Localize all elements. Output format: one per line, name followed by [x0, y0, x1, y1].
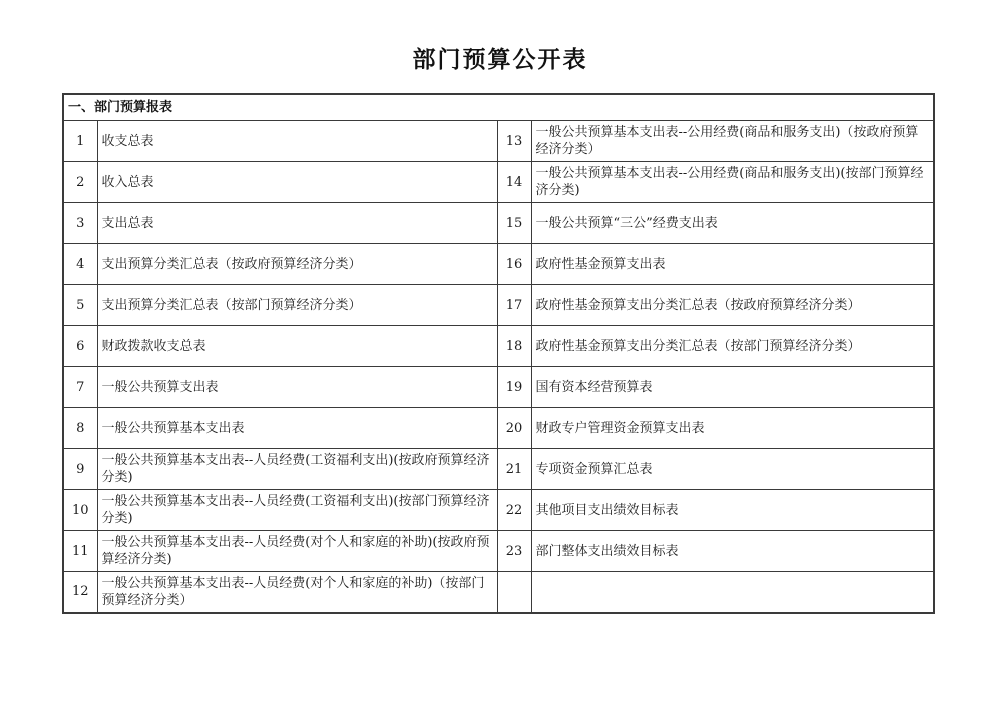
report-title-right: 财政专户管理资金预算支出表 [531, 408, 934, 449]
row-index-right [497, 572, 531, 613]
row-index-right: 23 [497, 531, 531, 572]
report-title-left: 收支总表 [97, 121, 497, 162]
report-title-right: 部门整体支出绩效目标表 [531, 531, 934, 572]
report-title-left: 支出预算分类汇总表（按部门预算经济分类） [97, 285, 497, 326]
row-index-left: 9 [63, 449, 97, 490]
table-row [63, 449, 934, 490]
report-title-right: 一般公共预算基本支出表--公用经费(商品和服务支出)(按部门预算经济分类) [531, 162, 934, 203]
report-title-left: 财政拨款收支总表 [97, 326, 497, 367]
row-index-left: 6 [63, 326, 97, 367]
table-row [63, 203, 934, 244]
report-title-left: 支出总表 [97, 203, 497, 244]
report-title-right: 国有资本经营预算表 [531, 367, 934, 408]
row-index-left: 11 [63, 531, 97, 572]
row-index-right: 21 [497, 449, 531, 490]
row-index-right: 16 [497, 244, 531, 285]
table-row [63, 572, 934, 613]
page-title: 部门预算公开表 [412, 46, 588, 73]
report-title-right: 一般公共预算基本支出表--公用经费(商品和服务支出)（按政府预算经济分类） [531, 121, 934, 162]
row-index-left: 2 [63, 162, 97, 203]
report-title-left: 一般公共预算基本支出表--人员经费(对个人和家庭的补助)（按部门预算经济分类） [97, 572, 497, 613]
table-row [63, 285, 934, 326]
report-title-left: 一般公共预算基本支出表--人员经费(对个人和家庭的补助)(按政府预算经济分类) [97, 531, 497, 572]
row-index-right: 22 [497, 490, 531, 531]
row-index-left: 4 [63, 244, 97, 285]
row-index-right: 14 [497, 162, 531, 203]
row-index-left: 8 [63, 408, 97, 449]
report-title-left: 一般公共预算基本支出表--人员经费(工资福利支出)(按部门预算经济分类) [97, 490, 497, 531]
row-index-right: 18 [497, 326, 531, 367]
row-index-left: 5 [63, 285, 97, 326]
row-index-left: 7 [63, 367, 97, 408]
table-row [63, 121, 934, 162]
row-index-right: 15 [497, 203, 531, 244]
report-title-right [531, 572, 934, 613]
report-title-left: 一般公共预算支出表 [97, 367, 497, 408]
row-index-left: 12 [63, 572, 97, 613]
table-row [63, 244, 934, 285]
report-title-right: 政府性基金预算支出分类汇总表（按政府预算经济分类） [531, 285, 934, 326]
section-header: 一、部门预算报表 [63, 94, 934, 121]
report-title-left: 支出预算分类汇总表（按政府预算经济分类） [97, 244, 497, 285]
report-title-right: 一般公共预算“三公”经费支出表 [531, 203, 934, 244]
budget-report-table [62, 93, 935, 614]
report-title-right: 政府性基金预算支出分类汇总表（按部门预算经济分类） [531, 326, 934, 367]
row-index-left: 1 [63, 121, 97, 162]
row-index-left: 3 [63, 203, 97, 244]
report-title-left: 一般公共预算基本支出表--人员经费(工资福利支出)(按政府预算经济分类) [97, 449, 497, 490]
report-title-right: 政府性基金预算支出表 [531, 244, 934, 285]
table-row [63, 408, 934, 449]
section-header-row [63, 94, 934, 121]
row-index-right: 13 [497, 121, 531, 162]
report-title-right: 其他项目支出绩效目标表 [531, 490, 934, 531]
report-title-right: 专项资金预算汇总表 [531, 449, 934, 490]
row-index-right: 17 [497, 285, 531, 326]
row-index-left: 10 [63, 490, 97, 531]
report-title-left: 一般公共预算基本支出表 [97, 408, 497, 449]
report-title-left: 收入总表 [97, 162, 497, 203]
row-index-right: 20 [497, 408, 531, 449]
table-row [63, 367, 934, 408]
table-row [63, 162, 934, 203]
table-row [63, 490, 934, 531]
table-row [63, 531, 934, 572]
row-index-right: 19 [497, 367, 531, 408]
table-row [63, 326, 934, 367]
